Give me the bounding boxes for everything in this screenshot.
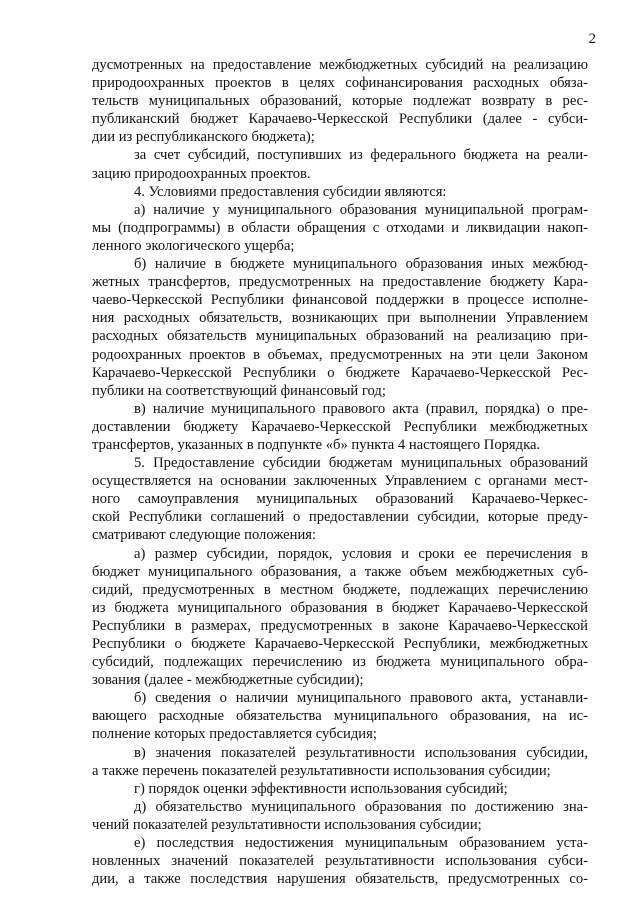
text-line: 5. Предоставление субсидии бюджетам муниципальных образований	[134, 455, 588, 472]
text-line: трансфертов, указанных в подпункте «б» пункта 4 настоящего Порядка.	[92, 436, 541, 453]
text-line: в) наличие муниципального правового акта (правил, порядка) о пре-	[134, 400, 588, 417]
text-line: новленных значений показателей результативности использования субси-	[92, 853, 588, 870]
text-line: Карачаево-Черкесской Республики о бюджете Карачаево-Черкесской Рес-	[92, 364, 588, 381]
text-line: расходных обязательств муниципальных образований на реализацию при-	[92, 328, 588, 345]
page-number: 2	[588, 31, 596, 47]
text-line: е) последствия недостижения муниципальным образованием уста-	[134, 835, 588, 852]
text-line: в) значения показателей результативности использования субсидии,	[134, 744, 588, 761]
text-line: 4. Условиями предоставления субсидии являются:	[134, 183, 447, 200]
document-body	[92, 56, 588, 888]
text-line: зацию природоохранных проектов.	[92, 165, 311, 182]
text-line: осуществляется на основании заключенных Управлением с органами мест-	[92, 473, 588, 490]
text-line: д) обязательство муниципального образования по достижению зна-	[134, 798, 588, 815]
text-line: субсидий, подлежащих перечислению из бюджета муниципального обра-	[92, 654, 588, 671]
text-line: публики на соответствующий финансовый год;	[92, 382, 386, 399]
text-line: жетных трансфертов, предусмотренных на предоставление бюджету Кара-	[92, 274, 588, 291]
text-line: доставлении бюджету Карачаево-Черкесской Республики межбюджетных	[92, 418, 588, 435]
text-line: зования (далее - межбюджетные субсидии);	[92, 672, 364, 689]
text-line: бюджет муниципального образования, а также объем межбюджетных суб-	[92, 563, 588, 580]
text-line: сматривают следующие положения:	[92, 527, 317, 544]
text-line: а) размер субсидии, порядок, условия и сроки ее перечисления в	[134, 545, 588, 562]
text-line: ния расходных обязательств, возникающих при выполнении Управлением	[92, 310, 588, 327]
text-line: дии из республиканского бюджета);	[92, 129, 315, 146]
text-line: чений показателей результативности использования субсидии;	[92, 816, 482, 833]
text-line: сидий, предусмотренных в местном бюджете, подлежащих перечислению	[92, 581, 588, 598]
text-line: Республики о бюджете Карачаево-Черкесской Республики, межбюджетных	[92, 636, 588, 652]
text-line: тельств муниципальных образований, которые подлежат возврату в рес-	[92, 93, 588, 110]
text-line: ного самоуправления муниципальных образований Карачаево-Черкес-	[92, 491, 588, 508]
text-line: а) наличие у муниципального образования муниципальной програм-	[134, 201, 588, 218]
text-line: г) порядок оценки эффективности использования субсидий;	[134, 780, 508, 797]
text-line: публиканский бюджет Карачаево-Черкесской Республики (далее - субси-	[92, 111, 588, 128]
text-line: дусмотренных на предоставление межбюджетных субсидий на реализацию	[92, 57, 588, 73]
text-line: за счет субсидий, поступивших из федерального бюджета на реали-	[134, 147, 588, 164]
text-line: из бюджета муниципального образования в бюджет Карачаево-Черкесской	[92, 599, 588, 616]
text-line: ской Республики соглашений о предоставлении субсидии, которые преду-	[92, 509, 588, 526]
text-line: дии, а также последствия нарушения обязательств, предусмотренных со-	[92, 871, 588, 888]
text-line: мы (подпрограммы) в области обращения с отходами и ликвидации накоп-	[92, 219, 588, 236]
text-line: б) наличие в бюджете муниципального образования иных межбюд-	[134, 256, 588, 273]
text-line: Республики в размерах, предусмотренных в законе Карачаево-Черкесской	[92, 617, 588, 634]
text-line: чаево-Черкесской Республики финансовой поддержки в процессе исполне-	[92, 292, 588, 309]
text-line: ленного экологического ущерба;	[92, 237, 295, 254]
text-line: вающего расходные обязательства муниципального образования, на ис-	[92, 708, 588, 725]
text-line: а также перечень показателей результативности использования субсидии;	[92, 762, 551, 779]
text-line: родоохранных проектов в объемах, предусмотренных на эти цели Законом	[92, 346, 588, 363]
text-line: полнение которых предоставляется субсидия;	[92, 726, 377, 743]
text-line: б) сведения о наличии муниципального правового акта, устанавли-	[134, 690, 588, 707]
text-line: природоохранных проектов в целях софинансирования расходных обяза-	[92, 75, 588, 92]
